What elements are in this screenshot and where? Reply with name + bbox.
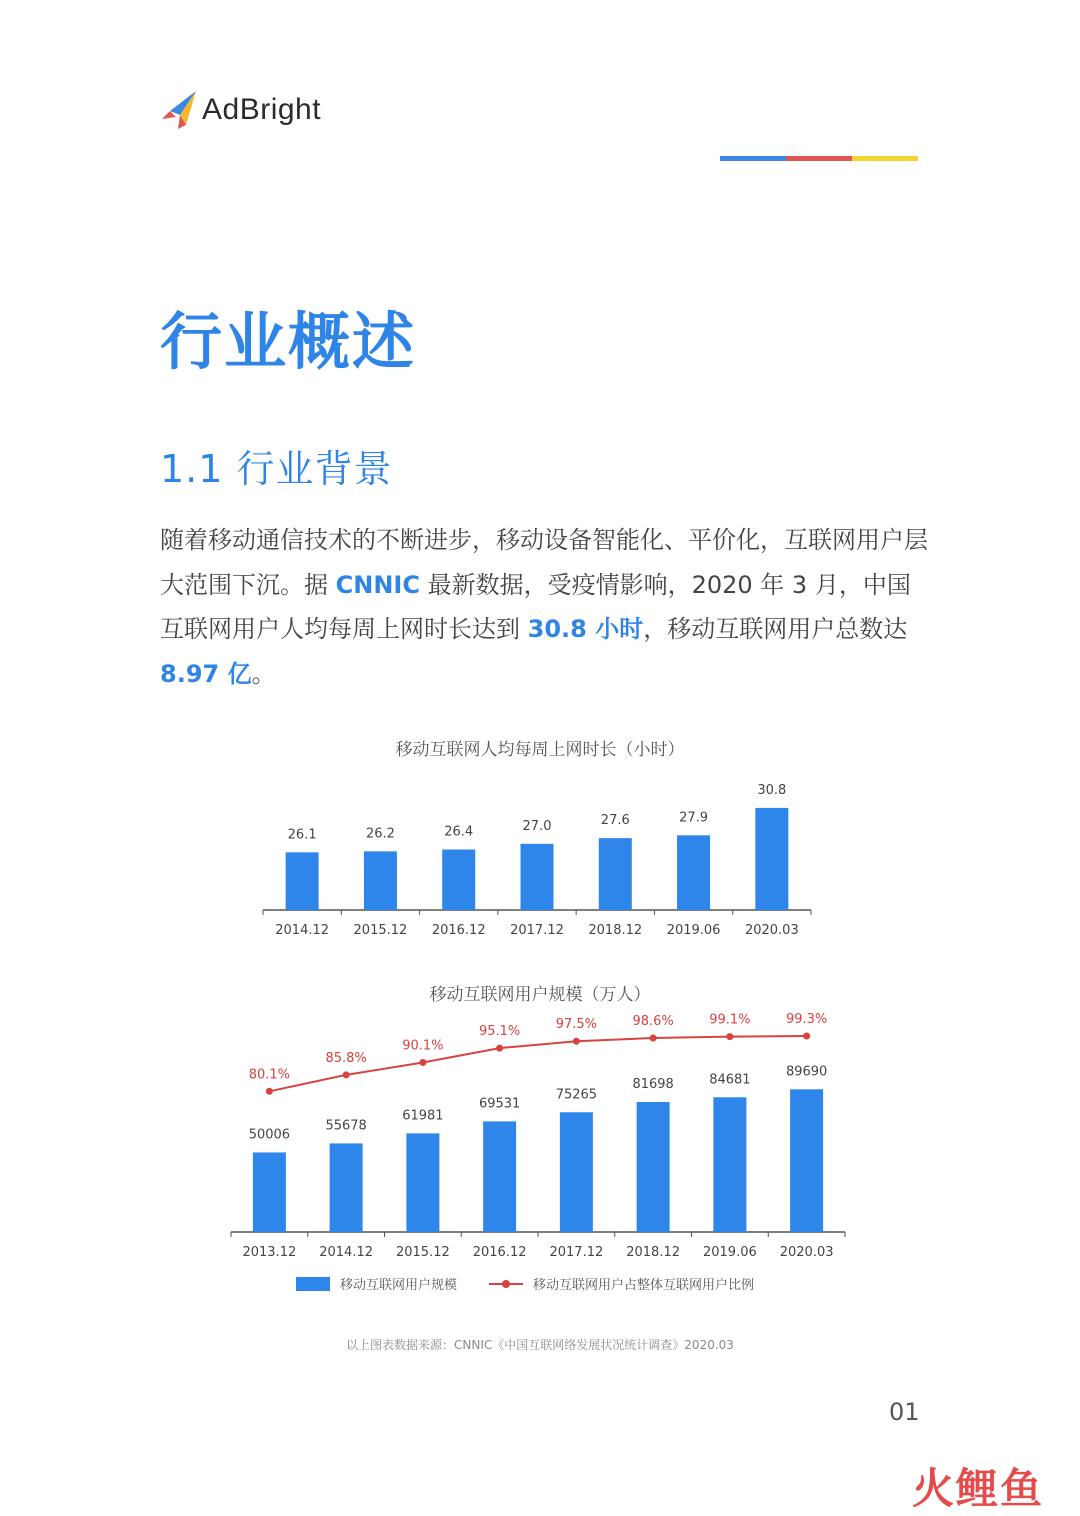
chart1-bar	[442, 849, 475, 910]
stripe-yellow	[852, 156, 918, 161]
chart2-ratio-point	[726, 1033, 733, 1040]
para-highlight-cnnic: CNNIC	[335, 570, 420, 599]
chart2-ratio-point	[266, 1088, 273, 1095]
chart1-value-label: 27.9	[679, 810, 709, 826]
weekly-hours-chart	[0, 760, 1080, 950]
chart2-ratio-label: 85.8%	[325, 1050, 367, 1066]
chart2-bar	[406, 1133, 439, 1232]
chart1-bar	[599, 838, 632, 910]
chart2-category-label: 2018.12	[626, 1245, 681, 1260]
page-number: 01	[889, 1398, 920, 1426]
chart2-bar	[483, 1121, 516, 1232]
chart2-bar-value-label: 55678	[325, 1118, 367, 1134]
page-heading: 行业概述	[160, 305, 417, 378]
chart2-ratio-label: 97.5%	[555, 1017, 598, 1033]
brand-name: AdBright	[202, 93, 322, 126]
chart2-bar	[560, 1112, 593, 1232]
chart1-category-label: 2019.06	[666, 923, 721, 938]
legend-bar-swatch	[296, 1277, 330, 1291]
chart2-ratio-point	[573, 1038, 580, 1045]
chart2-category-label: 2015.12	[395, 1245, 450, 1260]
section-heading: 1.1 行业背景	[160, 447, 393, 491]
stripe-blue	[720, 156, 786, 161]
chart2-category-label: 2017.12	[549, 1245, 604, 1260]
brand-logo	[160, 88, 321, 132]
chart2-bar-value-label: 50006	[248, 1127, 291, 1143]
chart2-category-label: 2013.12	[242, 1245, 297, 1260]
chart2-ratio-label: 98.6%	[632, 1014, 674, 1030]
chart1-bar	[677, 835, 710, 910]
chart1-bar	[521, 844, 554, 910]
para-text-4: 。	[251, 659, 276, 688]
legend-line-item	[489, 1274, 754, 1293]
chart2-category-label: 2014.12	[319, 1245, 374, 1260]
chart1-category-label: 2015.12	[353, 923, 408, 938]
chart2-bar	[253, 1152, 286, 1232]
chart2-ratio-label: 80.1%	[248, 1067, 291, 1083]
chart2-title: 移动互联网用户规模（万人）	[429, 985, 651, 1005]
legend-bar-label: 移动互联网用户规模	[340, 1278, 458, 1293]
chart2-bar	[330, 1143, 363, 1232]
para-text-3: ，移动互联网用户总数达	[643, 615, 908, 643]
chart1-category-label: 2014.12	[275, 923, 330, 938]
chart2-bar-value-label: 75265	[555, 1087, 598, 1103]
para-text-2: 最新数据，受疫情影响，2020 年 3 月，中国互联网用户人均每周上网时长达到	[160, 570, 911, 643]
chart2-legend	[296, 1274, 786, 1293]
chart1-bar	[755, 808, 788, 910]
chart2-ratio-label: 99.3%	[785, 1012, 828, 1028]
chart2-ratio-label: 99.1%	[709, 1012, 751, 1028]
chart2-bar-value-label: 61981	[402, 1108, 444, 1124]
chart2-bar	[637, 1102, 670, 1232]
para-highlight-hours: 30.8 小时	[527, 615, 644, 643]
rocket-logo-icon	[160, 89, 198, 131]
user-scale-chart	[0, 1010, 1080, 1265]
stripe-red	[786, 156, 852, 161]
chart1-value-label: 27.0	[522, 818, 552, 834]
legend-line-swatch	[489, 1277, 523, 1291]
chart2-bar	[790, 1089, 823, 1232]
chart1-value-label: 27.6	[600, 813, 630, 829]
chart2-ratio-point	[650, 1035, 657, 1042]
chart1-value-label: 30.8	[757, 782, 787, 798]
watermark-logo: 火鲤鱼	[912, 1464, 1045, 1513]
chart1-value-label: 26.2	[365, 826, 395, 842]
color-stripe	[720, 156, 918, 161]
chart1-value-label: 26.4	[444, 824, 474, 840]
para-text-1: 随着移动通信技术的不断进步，移动设备智能化、平价化，互联网用户层大范围下沉。据	[160, 526, 928, 599]
chart1-category-label: 2018.12	[588, 923, 643, 938]
chart2-ratio-point	[343, 1071, 350, 1078]
legend-bar-item	[296, 1274, 457, 1293]
chart2-ratio-point	[496, 1045, 503, 1052]
legend-line-label: 移动互联网用户占整体互联网用户比例	[533, 1278, 755, 1293]
chart1-value-label: 26.1	[287, 827, 317, 843]
chart1-category-label: 2017.12	[510, 923, 564, 938]
chart2-ratio-label: 95.1%	[478, 1024, 521, 1040]
chart2-category-label: 2019.06	[702, 1245, 757, 1260]
chart2-bar	[713, 1097, 746, 1232]
chart2-bar-value-label: 69531	[478, 1096, 521, 1112]
chart2-category-label: 2016.12	[472, 1245, 527, 1260]
para-highlight-users: 8.97 亿	[160, 659, 252, 688]
source-note: 以上图表数据来源：CNNIC《中国互联网络发展状况统计调查》2020.03	[346, 1338, 734, 1352]
intro-paragraph	[160, 518, 930, 696]
chart2-bar-value-label: 81698	[632, 1077, 674, 1093]
chart1-category-label: 2016.12	[431, 923, 486, 938]
chart2-ratio-point	[419, 1059, 426, 1066]
chart2-ratio-label: 90.1%	[402, 1038, 444, 1054]
chart1-bar	[364, 851, 397, 910]
chart2-bar-value-label: 84681	[709, 1072, 751, 1088]
chart2-category-label: 2020.03	[779, 1245, 834, 1260]
chart1-category-label: 2020.03	[744, 923, 799, 938]
chart1-bar	[286, 852, 319, 910]
chart1-title: 移动互联网人均每周上网时长（小时）	[395, 740, 685, 760]
chart2-ratio-point	[803, 1033, 810, 1040]
chart2-bar-value-label: 89690	[785, 1064, 828, 1080]
